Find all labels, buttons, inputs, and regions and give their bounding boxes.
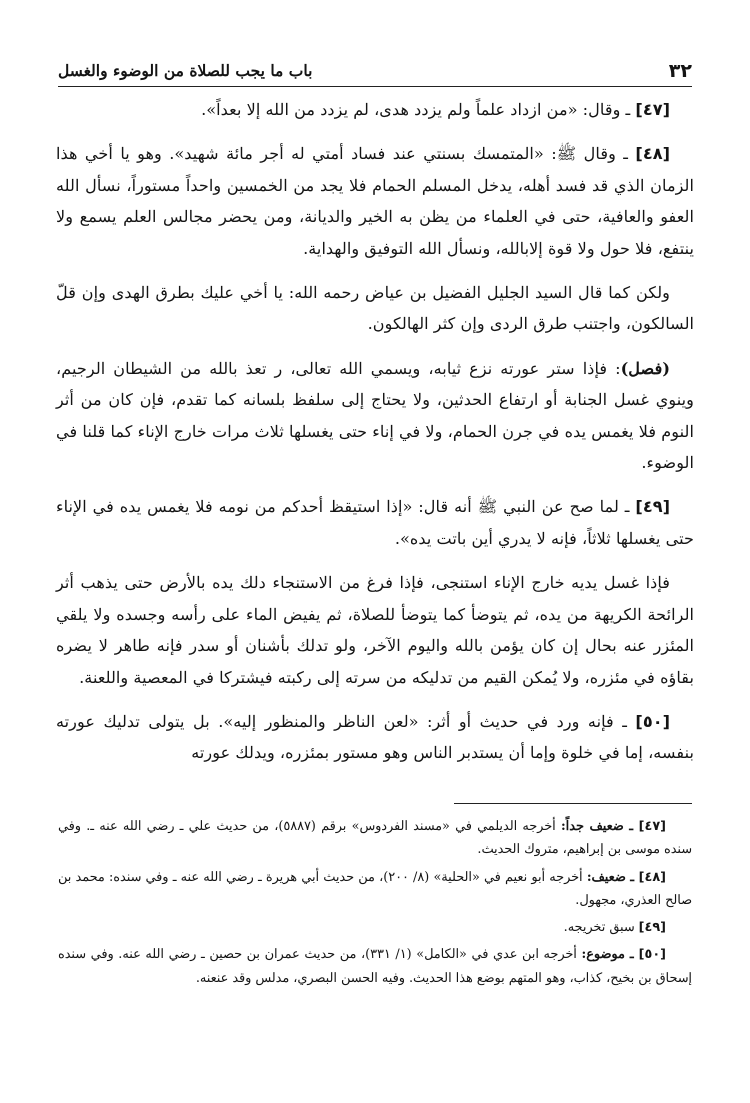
paragraph-text: ـ وقال ﷺ: «المتمسك بسنتي عند فساد أمتي له أجر مائة شهيد». وهو يا أخي هذا الزمان الذي قد فسد أهله، يدخل المسلم الحمام فلا يجد من الخمسين واحداً مستوراً، نسأل الله العفو والعافية، حتى في العلماء من يظن به الخير والديانة، ومن يحضر مجالس العلم يسمع ولا ينتفع، فلا حول ولا قوة إلابالله، ونسأل الله التوفيق والهداية. bbox=[56, 144, 694, 258]
footnote-text: سبق تخريجه. bbox=[563, 920, 639, 936]
section-marker: (فصل) bbox=[620, 358, 670, 378]
running-header bbox=[58, 52, 692, 87]
footnote-text: أخرجه الديلمي في «مسند الفردوس» برقم (٥٨٨٧)، من حديث علي ـ رضي الله عنه ـ. وفي سنده موسى بن إبراهيم، متروك الحديث. bbox=[58, 819, 692, 858]
footnote-48 bbox=[58, 866, 692, 913]
footnote-grade: ـ موضوع: bbox=[581, 947, 639, 963]
footnotes bbox=[58, 815, 692, 994]
chapter-title: باب ما يجب للصلاة من الوضوء والغسل bbox=[58, 61, 313, 80]
footnote-49 bbox=[58, 916, 692, 939]
paragraph-ghusl-procedure bbox=[56, 567, 694, 693]
footnote-number: [٤٧] bbox=[638, 819, 666, 834]
paragraph-fasl bbox=[56, 353, 694, 479]
paragraph-text: ولكن كما قال السيد الجليل الفضيل بن عياض رحمه الله: يا أخي عليك بطرق الهدى وإن قلّ السالكون، واجتنب طرق الردى وإن كثر الهالكون. bbox=[56, 283, 694, 334]
paragraph-49 bbox=[56, 491, 694, 554]
footnote-text: أخرجه ابن عدي في «الكامل» (١/ ٣٣١)، من حديث عمران بن حصين ـ رضي الله عنه. وفي سنده إسحاق بن بخيح، كذاب، وهو المتهم بوضع هذا الحديث. وفيه الحسن البصري، مدلس وقد عنعنه. bbox=[58, 947, 692, 986]
main-text bbox=[56, 94, 694, 782]
hadith-number: [٤٨] bbox=[635, 144, 670, 164]
hadith-number: [٤٧] bbox=[635, 100, 670, 119]
paragraph-text: ـ فإنه ورد في حديث أو أثر: «لعن الناظر والمنظور إليه». بل يتولى تدليك عورته بنفسه، إما في خلوة وإما أن يستدبر الناس وهو مستور بمئزره، ويدلك عورته bbox=[56, 711, 694, 763]
footnote-text: أخرجه أبو نعيم في «الحلية» (٨/ ٢٠٠)، من حديث أبي هريرة ـ رضي الله عنه ـ وفي سنده: محمد بن صالح العذري، مجهول. bbox=[58, 869, 692, 908]
paragraph-text: ـ وقال: «من ازداد علماً ولم يزدد هدى، لم يزدد من الله إلا بعداً». bbox=[201, 100, 636, 119]
footnote-separator bbox=[454, 803, 692, 804]
footnote-number: [٥٠] bbox=[638, 947, 667, 963]
paragraph-text: فإذا غسل يديه خارج الإناء استنجى، فإذا فرغ من الاستنجاء دلك يده بالأرض حتى يذهب أثر الرائحة الكريهة من يده، ثم يتوضأ كما يتوضأ للصلاة، ثم يفيض الماء على رأسه وجسده ولا يلقي المئزر عنه بحال إن كان يؤمن بالله واليوم الآخر، ولو تدلك بأشنان أو سدر فإنه طاهر لا يضره بقاؤه في مئزره، ولا يُمكن القيم من تدليكه من سرته إلى ركبته فيشتركا في المعصية واللعنة. bbox=[56, 573, 694, 687]
hadith-number: [٥٠] bbox=[635, 711, 670, 731]
hadith-number: [٤٩] bbox=[635, 497, 670, 517]
paragraph-text: : فإذا ستر عورته نزع ثيابه، ويسمي الله تعالى، ر تعذ بالله من الشيطان الرجيم، وينوي غسل الجنابة أو ارتفاع الحدثين، ولا يحتاج إلى سلفظ بلسانه كما تقدم، فإن كان من أثر النوم فلا يغمس يده في جرن الحمام، ولا في إناء حتى يغسلها ثلاث مرات خارج الإناء كما قلنا في الوضوء. bbox=[56, 358, 694, 473]
footnote-grade: ـ ضعيف جداً: bbox=[560, 819, 639, 834]
footnote-grade: ـ ضعيف: bbox=[586, 869, 639, 885]
paragraph-50 bbox=[56, 706, 694, 769]
footnote-50 bbox=[58, 943, 692, 990]
page-number: ٣٢ bbox=[668, 60, 692, 82]
footnote-number: [٤٩] bbox=[638, 920, 666, 936]
paragraph-text: ـ لما صح عن النبي ﷺ أنه قال: «إذا استيقظ أحدكم من نومه فلا يغمس يده في الإناء حتى يغسلها ثلاثاً، فإنه لا يدري أين باتت يده». bbox=[56, 497, 694, 548]
paragraph-fudayl-quote bbox=[56, 277, 694, 340]
footnote-number: [٤٨] bbox=[638, 869, 667, 885]
paragraph-48 bbox=[56, 138, 694, 264]
footnote-47 bbox=[58, 815, 692, 862]
paragraph-47 bbox=[56, 94, 694, 125]
